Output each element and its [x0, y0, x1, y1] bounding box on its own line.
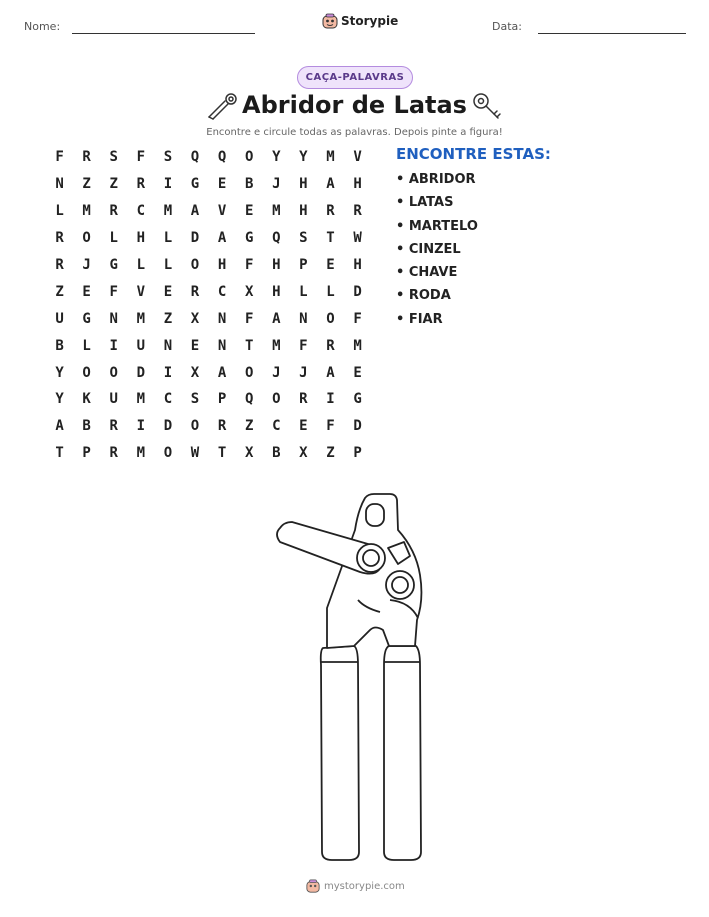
grid-letter[interactable]: F — [55, 149, 64, 166]
grid-letter[interactable]: J — [272, 364, 281, 381]
grid-letter[interactable]: G — [190, 176, 200, 193]
can-opener-illustration[interactable] — [270, 490, 440, 870]
grid-letter[interactable]: T — [55, 445, 64, 462]
grid-letter[interactable]: Z — [244, 418, 254, 435]
grid-letter[interactable]: I — [136, 418, 146, 435]
grid-letter[interactable]: E — [190, 337, 200, 354]
grid-row — [46, 252, 371, 279]
grid-letter[interactable]: H — [217, 257, 227, 273]
storypie-logo-icon — [322, 13, 338, 29]
name-label: Nome: — [24, 20, 61, 33]
grid-letter[interactable]: X — [190, 310, 200, 327]
grid-letter[interactable]: N — [109, 310, 118, 327]
grid-letter[interactable]: J — [272, 176, 281, 193]
grid-letter[interactable]: H — [299, 176, 308, 193]
grid-letter[interactable]: J — [82, 257, 91, 273]
grid-letter[interactable]: L — [326, 283, 335, 300]
grid-letter[interactable]: S — [109, 149, 118, 166]
grid-letter[interactable]: A — [217, 230, 227, 247]
grid-letter[interactable]: A — [190, 203, 200, 220]
grid-row — [46, 225, 371, 252]
page-title: Abridor de Latas — [242, 91, 467, 119]
grid-letter[interactable]: B — [55, 337, 64, 354]
grid-letter[interactable]: R — [82, 149, 91, 166]
grid-letter[interactable]: I — [109, 337, 118, 354]
grid-letter[interactable]: S — [163, 149, 173, 166]
grid-letter[interactable]: R — [109, 203, 118, 220]
grid-letter[interactable]: V — [136, 283, 146, 300]
grid-row — [46, 359, 371, 386]
grid-letter[interactable]: M — [326, 149, 335, 166]
grid-letter[interactable]: V — [353, 149, 362, 166]
grid-letter[interactable]: L — [109, 230, 118, 247]
name-line[interactable] — [72, 33, 255, 34]
grid-letter[interactable]: P — [217, 391, 227, 408]
grid-letter[interactable]: Y — [299, 149, 308, 166]
grid-letter[interactable]: X — [244, 445, 254, 462]
grid-letter[interactable]: X — [244, 283, 254, 300]
word-list-item: • CHAVE — [396, 265, 458, 281]
grid-letter[interactable]: R — [136, 176, 146, 193]
grid-letter[interactable]: Z — [326, 445, 335, 462]
grid-letter[interactable]: M — [272, 337, 281, 354]
grid-row — [46, 278, 371, 305]
key-doodle-icon — [470, 91, 504, 121]
word-list-item: • CINZEL — [396, 241, 461, 257]
grid-letter[interactable]: F — [109, 283, 118, 300]
grid-letter[interactable]: X — [190, 364, 200, 381]
grid-letter[interactable]: N — [299, 310, 308, 327]
grid-letter[interactable]: B — [82, 418, 91, 435]
grid-row — [46, 332, 371, 359]
grid-letter[interactable]: D — [353, 418, 362, 435]
grid-letter[interactable]: D — [353, 283, 362, 300]
grid-letter[interactable]: L — [163, 230, 173, 247]
grid-letter[interactable]: M — [353, 337, 362, 354]
category-badge: CAÇA-PALAVRAS — [297, 66, 413, 89]
grid-letter[interactable]: O — [82, 230, 91, 247]
grid-letter[interactable]: F — [136, 149, 146, 166]
storypie-logo-icon — [306, 879, 320, 893]
word-list-item: • MARTELO — [396, 218, 478, 234]
word-list-title: ENCONTRE ESTAS: — [396, 145, 551, 163]
grid-letter[interactable]: G — [244, 230, 254, 247]
grid-letter[interactable]: L — [299, 283, 308, 300]
grid-letter[interactable]: A — [272, 310, 281, 327]
grid-letter[interactable]: B — [272, 445, 281, 462]
grid-row — [46, 386, 371, 413]
grid-letter[interactable]: O — [82, 364, 91, 381]
grid-letter[interactable]: Y — [55, 391, 64, 408]
grid-letter[interactable]: M — [136, 310, 146, 327]
brand — [322, 13, 398, 29]
grid-letter[interactable]: N — [55, 176, 64, 193]
grid-row — [46, 144, 371, 171]
grid-letter[interactable]: H — [272, 283, 281, 300]
grid-letter[interactable]: W — [190, 445, 200, 462]
grid-letter[interactable]: Y — [55, 364, 64, 381]
grid-letter[interactable]: C — [136, 203, 146, 220]
grid-row — [46, 440, 371, 467]
grid-letter[interactable]: O — [163, 445, 173, 462]
grid-row — [46, 305, 371, 332]
grid-letter[interactable]: K — [82, 391, 91, 408]
grid-letter[interactable]: O — [272, 391, 281, 408]
grid-letter[interactable]: M — [272, 203, 281, 220]
grid-letter[interactable]: F — [299, 337, 308, 354]
grid-letter[interactable]: C — [272, 418, 281, 435]
grid-letter[interactable]: Q — [217, 149, 227, 166]
grid-letter[interactable]: Q — [190, 149, 200, 166]
grid-letter[interactable]: R — [353, 203, 362, 220]
grid-letter[interactable]: R — [109, 445, 118, 462]
footer-url[interactable]: mystorypie.com — [324, 880, 405, 892]
grid-letter[interactable]: Z — [163, 310, 173, 327]
grid-letter[interactable]: C — [163, 391, 173, 408]
grid-letter[interactable]: N — [217, 337, 227, 354]
grid-letter[interactable]: P — [353, 445, 362, 462]
grid-letter[interactable]: W — [353, 230, 362, 247]
grid-letter[interactable]: Z — [55, 283, 64, 300]
grid-letter[interactable]: E — [244, 203, 254, 220]
grid-letter[interactable]: T — [326, 230, 335, 247]
grid-letter[interactable]: H — [272, 257, 281, 273]
grid-letter[interactable]: E — [353, 364, 362, 381]
grid-letter[interactable]: M — [163, 203, 173, 220]
grid-letter[interactable]: H — [136, 230, 146, 247]
grid-letter[interactable]: R — [326, 203, 335, 220]
grid-row — [46, 171, 371, 198]
grid-letter[interactable]: U — [109, 391, 118, 408]
grid-letter[interactable]: I — [163, 176, 173, 193]
grid-letter[interactable]: L — [82, 337, 91, 354]
grid-letter[interactable]: X — [299, 445, 308, 462]
grid-letter[interactable]: F — [353, 310, 362, 327]
grid-letter[interactable]: R — [217, 418, 227, 435]
grid-letter[interactable]: O — [190, 418, 200, 435]
grid-letter[interactable]: A — [55, 418, 64, 435]
grid-letter[interactable]: H — [353, 257, 362, 273]
grid-letter[interactable]: H — [299, 203, 308, 220]
grid-letter[interactable]: Q — [244, 391, 254, 408]
grid-letter[interactable]: T — [217, 445, 227, 462]
grid-letter[interactable]: R — [299, 391, 308, 408]
grid-letter[interactable]: L — [55, 203, 64, 220]
word-list-item: • LATAS — [396, 195, 454, 211]
grid-letter[interactable]: O — [244, 364, 254, 381]
grid-letter[interactable]: S — [299, 230, 308, 247]
grid-letter[interactable]: F — [244, 310, 254, 327]
date-line[interactable] — [538, 33, 686, 34]
footer — [306, 879, 405, 893]
grid-letter[interactable]: M — [136, 391, 146, 408]
grid-letter[interactable]: Z — [82, 176, 91, 193]
grid-letter[interactable]: E — [217, 176, 227, 193]
grid-letter[interactable]: T — [244, 337, 254, 354]
grid-letter[interactable]: E — [326, 257, 335, 273]
grid-letter[interactable]: E — [299, 418, 308, 435]
grid-letter[interactable]: O — [190, 257, 200, 273]
instructions: Encontre e circule todas as palavras. Depois pinte a figura! — [206, 127, 503, 138]
grid-letter[interactable]: Z — [109, 176, 118, 193]
grid-letter[interactable]: D — [190, 230, 200, 247]
grid-letter[interactable]: R — [109, 418, 118, 435]
grid-letter[interactable]: U — [55, 310, 64, 327]
grid-letter[interactable]: G — [82, 310, 91, 327]
grid-letter[interactable]: J — [299, 364, 308, 381]
grid-letter[interactable]: C — [217, 283, 227, 300]
grid-letter[interactable]: M — [82, 203, 91, 220]
grid-letter[interactable]: Y — [272, 149, 281, 166]
word-search-grid[interactable] — [46, 144, 371, 467]
grid-letter[interactable]: L — [163, 257, 173, 273]
word-list — [396, 172, 478, 335]
grid-letter[interactable]: O — [109, 364, 118, 381]
grid-letter[interactable]: I — [326, 391, 335, 408]
grid-letter[interactable]: S — [190, 391, 200, 408]
grid-letter[interactable]: O — [326, 310, 335, 327]
grid-letter[interactable]: O — [244, 149, 254, 166]
grid-letter[interactable]: U — [136, 337, 146, 354]
date-label: Data: — [492, 20, 522, 33]
word-list-item: • FIAR — [396, 311, 443, 327]
grid-letter[interactable]: E — [82, 283, 91, 300]
grid-row — [46, 198, 371, 225]
grid-letter[interactable]: P — [82, 445, 91, 462]
grid-letter[interactable]: A — [326, 364, 335, 381]
grid-letter[interactable]: N — [163, 337, 173, 354]
grid-letter[interactable]: G — [109, 257, 118, 273]
grid-row — [46, 413, 371, 440]
grid-letter[interactable]: A — [326, 176, 335, 193]
grid-letter[interactable]: Q — [272, 230, 281, 247]
word-list-item: • ABRIDOR — [396, 172, 476, 187]
grid-letter[interactable]: V — [217, 203, 227, 220]
brand-name: Storypie — [341, 14, 399, 28]
grid-letter[interactable]: D — [163, 418, 173, 435]
grid-letter[interactable]: E — [163, 283, 173, 300]
grid-letter[interactable]: G — [353, 391, 362, 408]
grid-letter[interactable]: R — [326, 337, 335, 354]
word-list-item: • RODA — [396, 288, 451, 304]
grid-letter[interactable]: H — [353, 176, 362, 193]
grid-letter[interactable]: D — [136, 364, 146, 381]
grid-letter[interactable]: A — [217, 364, 227, 381]
grid-letter[interactable]: P — [299, 257, 308, 273]
grid-letter[interactable]: R — [55, 230, 64, 247]
grid-letter[interactable]: I — [163, 364, 173, 381]
grid-letter[interactable]: R — [55, 257, 64, 273]
grid-letter[interactable]: F — [326, 418, 335, 435]
grid-letter[interactable]: N — [217, 310, 227, 327]
grid-letter[interactable]: M — [136, 445, 146, 462]
grid-letter[interactable]: F — [244, 257, 254, 273]
grid-letter[interactable]: R — [190, 283, 200, 300]
grid-letter[interactable]: B — [244, 176, 254, 193]
grid-letter[interactable]: L — [136, 257, 146, 273]
